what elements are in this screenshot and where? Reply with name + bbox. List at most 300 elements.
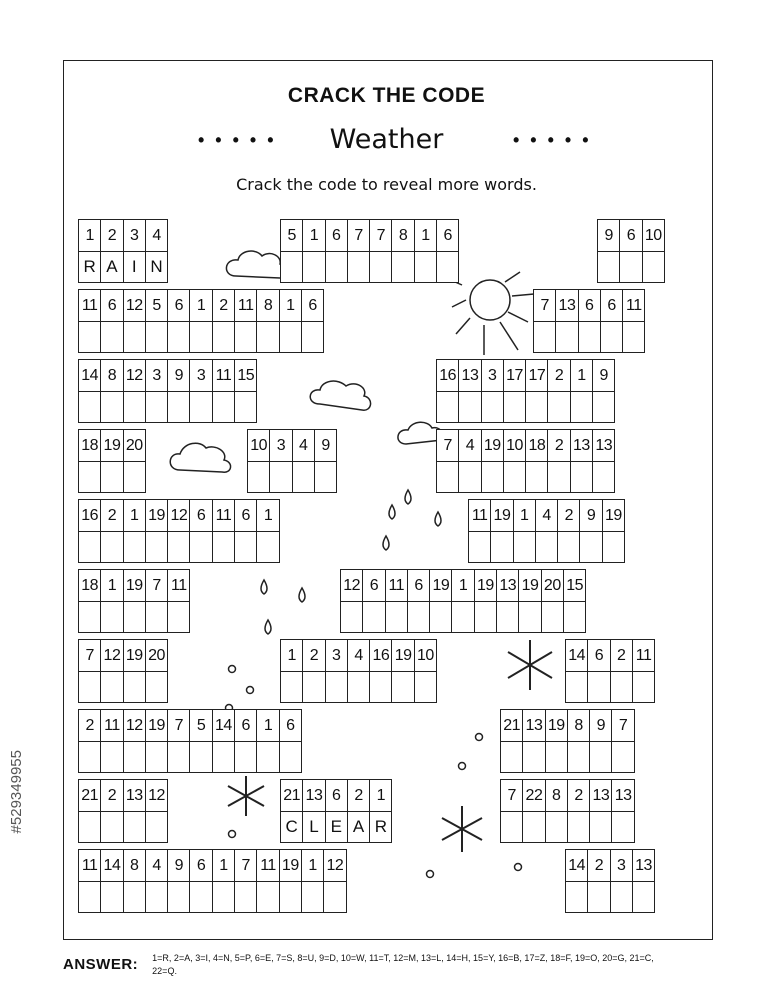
answer-slot[interactable] xyxy=(101,531,122,563)
answer-slot[interactable] xyxy=(146,391,167,423)
answer-slot[interactable] xyxy=(504,461,525,493)
answer-slot[interactable] xyxy=(588,881,609,913)
answer-slot[interactable] xyxy=(303,251,324,283)
code-number: 6 xyxy=(363,569,384,601)
letter-cell xyxy=(281,639,303,703)
answer-slot[interactable] xyxy=(588,671,609,703)
answer-slot[interactable] xyxy=(146,601,167,633)
code-number: 11 xyxy=(79,289,100,321)
hail-icon xyxy=(476,734,483,741)
answer-slot[interactable] xyxy=(257,881,278,913)
raindrop-icon xyxy=(405,490,411,504)
letter-cell xyxy=(235,289,257,353)
answer-slot[interactable] xyxy=(213,531,234,563)
code-number: 13 xyxy=(612,779,633,811)
answer-slot[interactable] xyxy=(190,881,211,913)
answer-slot[interactable] xyxy=(504,391,525,423)
code-number: 17 xyxy=(504,359,525,391)
code-number: 16 xyxy=(370,639,391,671)
code-number: 10 xyxy=(415,639,436,671)
answer-slot[interactable] xyxy=(546,811,567,843)
answer-slot[interactable] xyxy=(542,601,563,633)
answer-slot[interactable] xyxy=(482,461,503,493)
letter-cell xyxy=(146,639,168,703)
letter-cell xyxy=(593,429,615,493)
code-word xyxy=(78,849,347,913)
answer-slot[interactable] xyxy=(235,881,256,913)
answer-slot[interactable] xyxy=(534,321,555,353)
code-word xyxy=(533,289,645,353)
answer-slot[interactable] xyxy=(235,321,256,353)
answer-slot[interactable] xyxy=(571,461,592,493)
letter-cell xyxy=(257,499,279,563)
answer-slot[interactable] xyxy=(580,531,601,563)
answer-slot[interactable] xyxy=(124,811,145,843)
answer-slot[interactable] xyxy=(571,391,592,423)
answer-slot[interactable] xyxy=(101,881,122,913)
code-number: 4 xyxy=(146,219,167,251)
code-number: 8 xyxy=(257,289,278,321)
snowflake-icon xyxy=(228,776,264,816)
code-number: 11 xyxy=(469,499,490,531)
letter-cell xyxy=(302,289,324,353)
answer-slot[interactable] xyxy=(124,531,145,563)
letter-cell xyxy=(79,639,101,703)
answer-slot[interactable] xyxy=(475,601,496,633)
answer-slot[interactable] xyxy=(324,881,345,913)
answer-label: ANSWER: xyxy=(63,956,139,973)
letter-cell xyxy=(302,849,324,913)
answer-slot[interactable] xyxy=(257,741,278,773)
answer-slot[interactable] xyxy=(168,391,189,423)
code-word xyxy=(468,499,625,563)
code-number: 13 xyxy=(124,779,145,811)
answer-slot[interactable] xyxy=(590,741,611,773)
code-number: 21 xyxy=(501,709,522,741)
answer-slot[interactable] xyxy=(303,671,324,703)
letter-cell xyxy=(280,709,302,773)
answer-slot[interactable]: E xyxy=(326,811,347,843)
code-number: 14 xyxy=(566,639,587,671)
answer-slot[interactable] xyxy=(568,741,589,773)
code-number: 7 xyxy=(501,779,522,811)
letter-cell xyxy=(571,359,593,423)
code-number: 9 xyxy=(315,429,336,461)
letter-cell xyxy=(611,849,633,913)
answer-slot[interactable] xyxy=(124,881,145,913)
answer-slot[interactable] xyxy=(363,601,384,633)
answer-slot[interactable] xyxy=(124,741,145,773)
answer-slot[interactable] xyxy=(430,601,451,633)
code-number: 6 xyxy=(579,289,600,321)
letter-cell xyxy=(408,569,430,633)
answer-slot[interactable] xyxy=(79,671,100,703)
letter-cell xyxy=(482,359,504,423)
letter-cell xyxy=(601,289,623,353)
answer-slot[interactable] xyxy=(326,671,347,703)
page-title: CRACK THE CODE xyxy=(287,84,486,107)
answer-slot[interactable] xyxy=(293,461,314,493)
answer-slot[interactable] xyxy=(270,461,291,493)
letter-cell xyxy=(542,569,564,633)
answer-slot[interactable] xyxy=(536,531,557,563)
code-number: 3 xyxy=(611,849,632,881)
answer-slot[interactable] xyxy=(124,461,145,493)
answer-slot[interactable] xyxy=(523,741,544,773)
page-subtitle: Weather xyxy=(329,124,444,155)
answer-slot[interactable] xyxy=(482,391,503,423)
code-number: 1 xyxy=(257,709,278,741)
letter-cell xyxy=(415,639,437,703)
answer-slot[interactable] xyxy=(235,741,256,773)
answer-slot[interactable] xyxy=(556,321,577,353)
letter-cell xyxy=(146,219,168,283)
code-number: 11 xyxy=(386,569,407,601)
answer-slot[interactable] xyxy=(452,601,473,633)
answer-slot[interactable] xyxy=(281,671,302,703)
code-number: 9 xyxy=(593,359,614,391)
answer-slot[interactable] xyxy=(348,671,369,703)
answer-slot[interactable] xyxy=(633,671,654,703)
answer-slot[interactable] xyxy=(341,601,362,633)
code-number: 19 xyxy=(603,499,624,531)
answer-slot[interactable] xyxy=(168,531,189,563)
letter-cell xyxy=(491,499,513,563)
answer-slot[interactable] xyxy=(415,251,436,283)
letter-cell xyxy=(79,429,101,493)
letter-cell xyxy=(303,639,325,703)
code-number: 10 xyxy=(643,219,664,251)
letter-cell xyxy=(633,639,655,703)
code-number: 6 xyxy=(235,709,256,741)
letter-cell xyxy=(504,429,526,493)
letter-cell xyxy=(124,639,146,703)
letter-cell xyxy=(79,359,101,423)
answer-slot[interactable]: I xyxy=(124,251,145,283)
code-number: 2 xyxy=(348,779,369,811)
answer-slot[interactable] xyxy=(101,461,122,493)
code-number: 12 xyxy=(124,359,145,391)
code-number: 13 xyxy=(593,429,614,461)
answer-slot[interactable] xyxy=(79,461,100,493)
code-number: 19 xyxy=(124,639,145,671)
letter-cell xyxy=(514,499,536,563)
code-word xyxy=(565,639,655,703)
answer-slot[interactable]: C xyxy=(281,811,302,843)
code-word xyxy=(597,219,665,283)
code-number: 9 xyxy=(168,359,189,391)
code-number: 19 xyxy=(546,709,567,741)
letter-cell xyxy=(437,429,459,493)
answer-slot[interactable] xyxy=(603,531,624,563)
letter-cell xyxy=(101,569,123,633)
answer-slot[interactable] xyxy=(598,251,619,283)
answer-slot[interactable] xyxy=(280,741,301,773)
code-word xyxy=(247,429,337,493)
answer-slot[interactable] xyxy=(469,531,490,563)
answer-slot[interactable] xyxy=(564,601,585,633)
answer-slot[interactable] xyxy=(519,601,540,633)
letter-cell xyxy=(101,849,123,913)
answer-slot[interactable] xyxy=(523,811,544,843)
answer-slot[interactable] xyxy=(146,741,167,773)
letter-cell xyxy=(568,779,590,843)
answer-slot[interactable] xyxy=(348,251,369,283)
answer-slot[interactable] xyxy=(370,671,391,703)
answer-slot[interactable] xyxy=(257,531,278,563)
answer-slot[interactable] xyxy=(612,811,633,843)
answer-slot[interactable] xyxy=(79,321,100,353)
answer-slot[interactable]: A xyxy=(348,811,369,843)
answer-slot[interactable] xyxy=(124,321,145,353)
answer-slot[interactable]: L xyxy=(303,811,324,843)
letter-cell xyxy=(348,219,370,283)
answer-slot[interactable] xyxy=(168,741,189,773)
decorative-dots-left: • • • • • xyxy=(198,130,277,150)
answer-slot[interactable] xyxy=(79,811,100,843)
answer-slot[interactable] xyxy=(302,881,323,913)
letter-cell xyxy=(124,849,146,913)
answer-slot[interactable] xyxy=(566,671,587,703)
answer-slot[interactable] xyxy=(437,461,458,493)
answer-slot[interactable] xyxy=(386,601,407,633)
answer-slot[interactable] xyxy=(620,251,641,283)
answer-slot[interactable] xyxy=(213,321,234,353)
code-number: 4 xyxy=(293,429,314,461)
letter-cell xyxy=(101,429,123,493)
code-number: 2 xyxy=(213,289,234,321)
answer-slot[interactable] xyxy=(257,321,278,353)
answer-slot[interactable] xyxy=(315,461,336,493)
answer-slot[interactable] xyxy=(392,671,413,703)
code-number: 7 xyxy=(437,429,458,461)
answer-slot[interactable] xyxy=(79,531,100,563)
answer-slot[interactable] xyxy=(370,251,391,283)
answer-slot[interactable] xyxy=(408,601,429,633)
answer-slot[interactable] xyxy=(101,741,122,773)
code-number: 1 xyxy=(280,289,301,321)
answer-slot[interactable] xyxy=(124,671,145,703)
code-number: 14 xyxy=(101,849,122,881)
answer-slot[interactable] xyxy=(611,881,632,913)
letter-cell xyxy=(430,569,452,633)
answer-slot[interactable] xyxy=(593,391,614,423)
code-number: 6 xyxy=(326,779,347,811)
answer-slot[interactable] xyxy=(501,741,522,773)
code-number: 19 xyxy=(101,429,122,461)
answer-slot[interactable] xyxy=(235,391,256,423)
answer-slot[interactable] xyxy=(79,881,100,913)
answer-slot[interactable] xyxy=(568,811,589,843)
answer-slot[interactable] xyxy=(501,811,522,843)
answer-slot[interactable] xyxy=(546,741,567,773)
letter-cell xyxy=(101,709,123,773)
letter-cell xyxy=(611,639,633,703)
letter-cell xyxy=(548,359,570,423)
answer-slot[interactable] xyxy=(326,251,347,283)
code-number: 11 xyxy=(235,289,256,321)
answer-slot[interactable] xyxy=(101,811,122,843)
letter-cell xyxy=(213,709,235,773)
letter-cell xyxy=(566,849,588,913)
answer-slot[interactable]: N xyxy=(146,251,167,283)
letter-cell xyxy=(452,569,474,633)
answer-slot[interactable] xyxy=(79,601,100,633)
answer-slot[interactable] xyxy=(101,391,122,423)
answer-slot[interactable] xyxy=(190,321,211,353)
code-number: 6 xyxy=(620,219,641,251)
code-number: 1 xyxy=(571,359,592,391)
letter-cell xyxy=(146,709,168,773)
answer-slot[interactable] xyxy=(526,391,547,423)
answer-slot[interactable] xyxy=(146,881,167,913)
letter-cell xyxy=(101,639,123,703)
letter-cell xyxy=(568,709,590,773)
answer-slot[interactable] xyxy=(579,321,600,353)
letter-cell xyxy=(124,289,146,353)
answer-slot[interactable] xyxy=(590,811,611,843)
answer-slot[interactable] xyxy=(146,531,167,563)
answer-slot[interactable] xyxy=(497,601,518,633)
code-number: 3 xyxy=(146,359,167,391)
answer-slot[interactable] xyxy=(213,881,234,913)
answer-slot[interactable] xyxy=(79,741,100,773)
answer-slot[interactable] xyxy=(437,251,458,283)
code-number: 14 xyxy=(79,359,100,391)
hail-icon xyxy=(427,871,434,878)
code-number: 15 xyxy=(235,359,256,391)
letter-cell xyxy=(548,429,570,493)
answer-slot[interactable] xyxy=(459,461,480,493)
code-number: 12 xyxy=(124,289,145,321)
letter-cell xyxy=(612,779,634,843)
answer-slot[interactable] xyxy=(190,531,211,563)
code-number: 19 xyxy=(146,709,167,741)
answer-slot[interactable] xyxy=(633,881,654,913)
code-number: 13 xyxy=(571,429,592,461)
letter-cell xyxy=(370,639,392,703)
code-number: 8 xyxy=(568,709,589,741)
answer-slot[interactable] xyxy=(280,321,301,353)
code-number: 7 xyxy=(146,569,167,601)
answer-slot[interactable]: A xyxy=(101,251,122,283)
code-number: 14 xyxy=(213,709,234,741)
answer-slot[interactable] xyxy=(79,391,100,423)
answer-slot[interactable] xyxy=(146,321,167,353)
answer-slot[interactable] xyxy=(392,251,413,283)
code-number: 12 xyxy=(101,639,122,671)
code-number: 7 xyxy=(370,219,391,251)
answer-slot[interactable] xyxy=(280,881,301,913)
answer-slot[interactable] xyxy=(612,741,633,773)
code-number: 13 xyxy=(497,569,518,601)
letter-cell xyxy=(303,779,325,843)
letter-cell xyxy=(315,429,337,493)
letter-cell xyxy=(79,709,101,773)
code-word xyxy=(78,499,280,563)
code-number: 9 xyxy=(168,849,189,881)
answer-slot[interactable]: R xyxy=(370,811,391,843)
answer-slot[interactable] xyxy=(514,531,535,563)
answer-slot[interactable] xyxy=(168,881,189,913)
code-number: 8 xyxy=(124,849,145,881)
answer-slot[interactable] xyxy=(146,811,167,843)
answer-slot[interactable] xyxy=(415,671,436,703)
answer-slot[interactable] xyxy=(146,671,167,703)
answer-slot[interactable] xyxy=(526,461,547,493)
answer-slot[interactable] xyxy=(213,741,234,773)
answer-slot[interactable] xyxy=(281,251,302,283)
answer-slot[interactable]: R xyxy=(79,251,100,283)
answer-slot[interactable] xyxy=(566,881,587,913)
letter-cell xyxy=(213,849,235,913)
answer-slot[interactable] xyxy=(190,391,211,423)
answer-slot[interactable] xyxy=(558,531,579,563)
code-number: 3 xyxy=(482,359,503,391)
answer-slot[interactable] xyxy=(643,251,664,283)
cloud-icon xyxy=(170,443,230,472)
code-number: 1 xyxy=(101,569,122,601)
code-number: 17 xyxy=(526,359,547,391)
code-number: 6 xyxy=(190,499,211,531)
code-number: 2 xyxy=(611,639,632,671)
answer-slot[interactable] xyxy=(548,461,569,493)
answer-slot[interactable] xyxy=(168,321,189,353)
answer-slot[interactable] xyxy=(124,391,145,423)
code-number: 19 xyxy=(430,569,451,601)
letter-cell xyxy=(101,219,123,283)
answer-slot[interactable] xyxy=(548,391,569,423)
code-number: 2 xyxy=(548,429,569,461)
answer-slot[interactable] xyxy=(302,321,323,353)
answer-slot[interactable] xyxy=(213,391,234,423)
answer-slot[interactable] xyxy=(101,601,122,633)
code-number: 1 xyxy=(370,779,391,811)
decorative-dots-right: • • • • • xyxy=(513,130,592,150)
answer-slot[interactable] xyxy=(593,461,614,493)
letter-cell xyxy=(79,569,101,633)
code-word xyxy=(78,429,146,493)
letter-cell xyxy=(146,849,168,913)
code-word xyxy=(280,779,392,843)
letter-cell xyxy=(497,569,519,633)
answer-slot[interactable] xyxy=(459,391,480,423)
letter-cell xyxy=(235,709,257,773)
code-number: 11 xyxy=(257,849,278,881)
answer-slot[interactable] xyxy=(235,531,256,563)
letter-cell xyxy=(248,429,270,493)
answer-slot[interactable] xyxy=(623,321,644,353)
answer-slot[interactable] xyxy=(611,671,632,703)
answer-slot[interactable] xyxy=(601,321,622,353)
answer-slot[interactable] xyxy=(190,741,211,773)
code-number: 1 xyxy=(124,499,145,531)
letter-cell xyxy=(546,779,568,843)
answer-slot[interactable] xyxy=(248,461,269,493)
answer-slot[interactable] xyxy=(437,391,458,423)
answer-slot[interactable] xyxy=(491,531,512,563)
code-number: 3 xyxy=(326,639,347,671)
code-number: 2 xyxy=(548,359,569,391)
answer-slot[interactable] xyxy=(168,601,189,633)
letter-cell xyxy=(392,639,414,703)
letter-cell xyxy=(190,709,212,773)
code-number: 2 xyxy=(568,779,589,811)
answer-slot[interactable] xyxy=(124,601,145,633)
code-number: 19 xyxy=(491,499,512,531)
answer-slot[interactable] xyxy=(101,671,122,703)
answer-slot[interactable] xyxy=(101,321,122,353)
